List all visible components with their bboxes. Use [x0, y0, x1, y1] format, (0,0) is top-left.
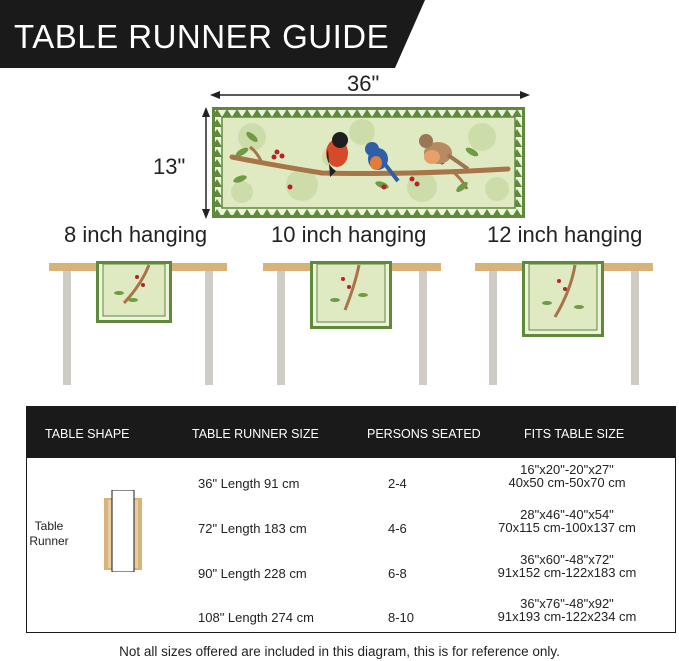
row-4-fit-cm: 91x193 cm-122x234 cm	[497, 609, 637, 624]
table-scene-10-inch	[263, 255, 463, 390]
row-2-fit	[467, 508, 667, 534]
header-fits-table-size: FITS TABLE SIZE	[524, 427, 625, 441]
row-1-size: 36" Length 91 cm	[198, 476, 300, 491]
row-3-fit-cm: 91x152 cm-122x183 cm	[497, 565, 637, 580]
table-shape-label: Table Runner	[29, 519, 69, 548]
row-1-persons: 2-4	[388, 476, 407, 491]
header-runner-size: TABLE RUNNER SIZE	[192, 427, 319, 441]
header-table-shape: TABLE SHAPE	[45, 427, 130, 441]
row-1-fit	[467, 463, 667, 489]
table-runner-shape-icon	[102, 490, 144, 572]
row-4-persons: 8-10	[388, 610, 415, 625]
row-4-fit-inches: 36"x76"-48"x92"	[520, 596, 614, 611]
row-3-fit-inches: 36"x60"-48"x72"	[520, 552, 614, 567]
row-2-fit-cm: 70x115 cm-100x137 cm	[498, 520, 636, 535]
reference-note: Not all sizes offered are included in this diagram, this is for reference only.	[119, 644, 560, 659]
row-1-fit-cm: 40x50 cm-50x70 cm	[508, 475, 626, 490]
row-2-size: 72" Length 183 cm	[198, 521, 307, 536]
row-3-fit	[467, 553, 667, 579]
row-4-size: 108" Length 274 cm	[198, 610, 314, 625]
hanging-label-8: 8 inch hanging	[64, 222, 208, 247]
table-scene-8-inch	[49, 255, 249, 390]
row-3-persons: 6-8	[388, 566, 407, 581]
page-title: TABLE RUNNER GUIDE	[14, 18, 390, 55]
hanging-label-10: 10 inch hanging	[271, 222, 427, 247]
width-dimension-arrow	[210, 88, 530, 102]
table-scene-12-inch	[475, 255, 675, 390]
row-1-fit-inches: 16"x20"-20"x27"	[520, 462, 614, 477]
row-2-persons: 4-6	[388, 521, 407, 536]
width-dimension-label: 36"	[347, 71, 380, 96]
hanging-label-12: 12 inch hanging	[487, 222, 643, 247]
row-3-size: 90" Length 228 cm	[198, 566, 307, 581]
row-2-fit-inches: 28"x46"-40"x54"	[520, 507, 614, 522]
runner-illustration	[212, 107, 525, 218]
height-dimension-label: 13"	[153, 154, 186, 179]
height-dimension-arrow	[199, 107, 213, 219]
row-4-fit	[467, 597, 667, 623]
title-banner	[0, 0, 425, 68]
header-persons-seated: PERSONS SEATED	[367, 427, 481, 441]
